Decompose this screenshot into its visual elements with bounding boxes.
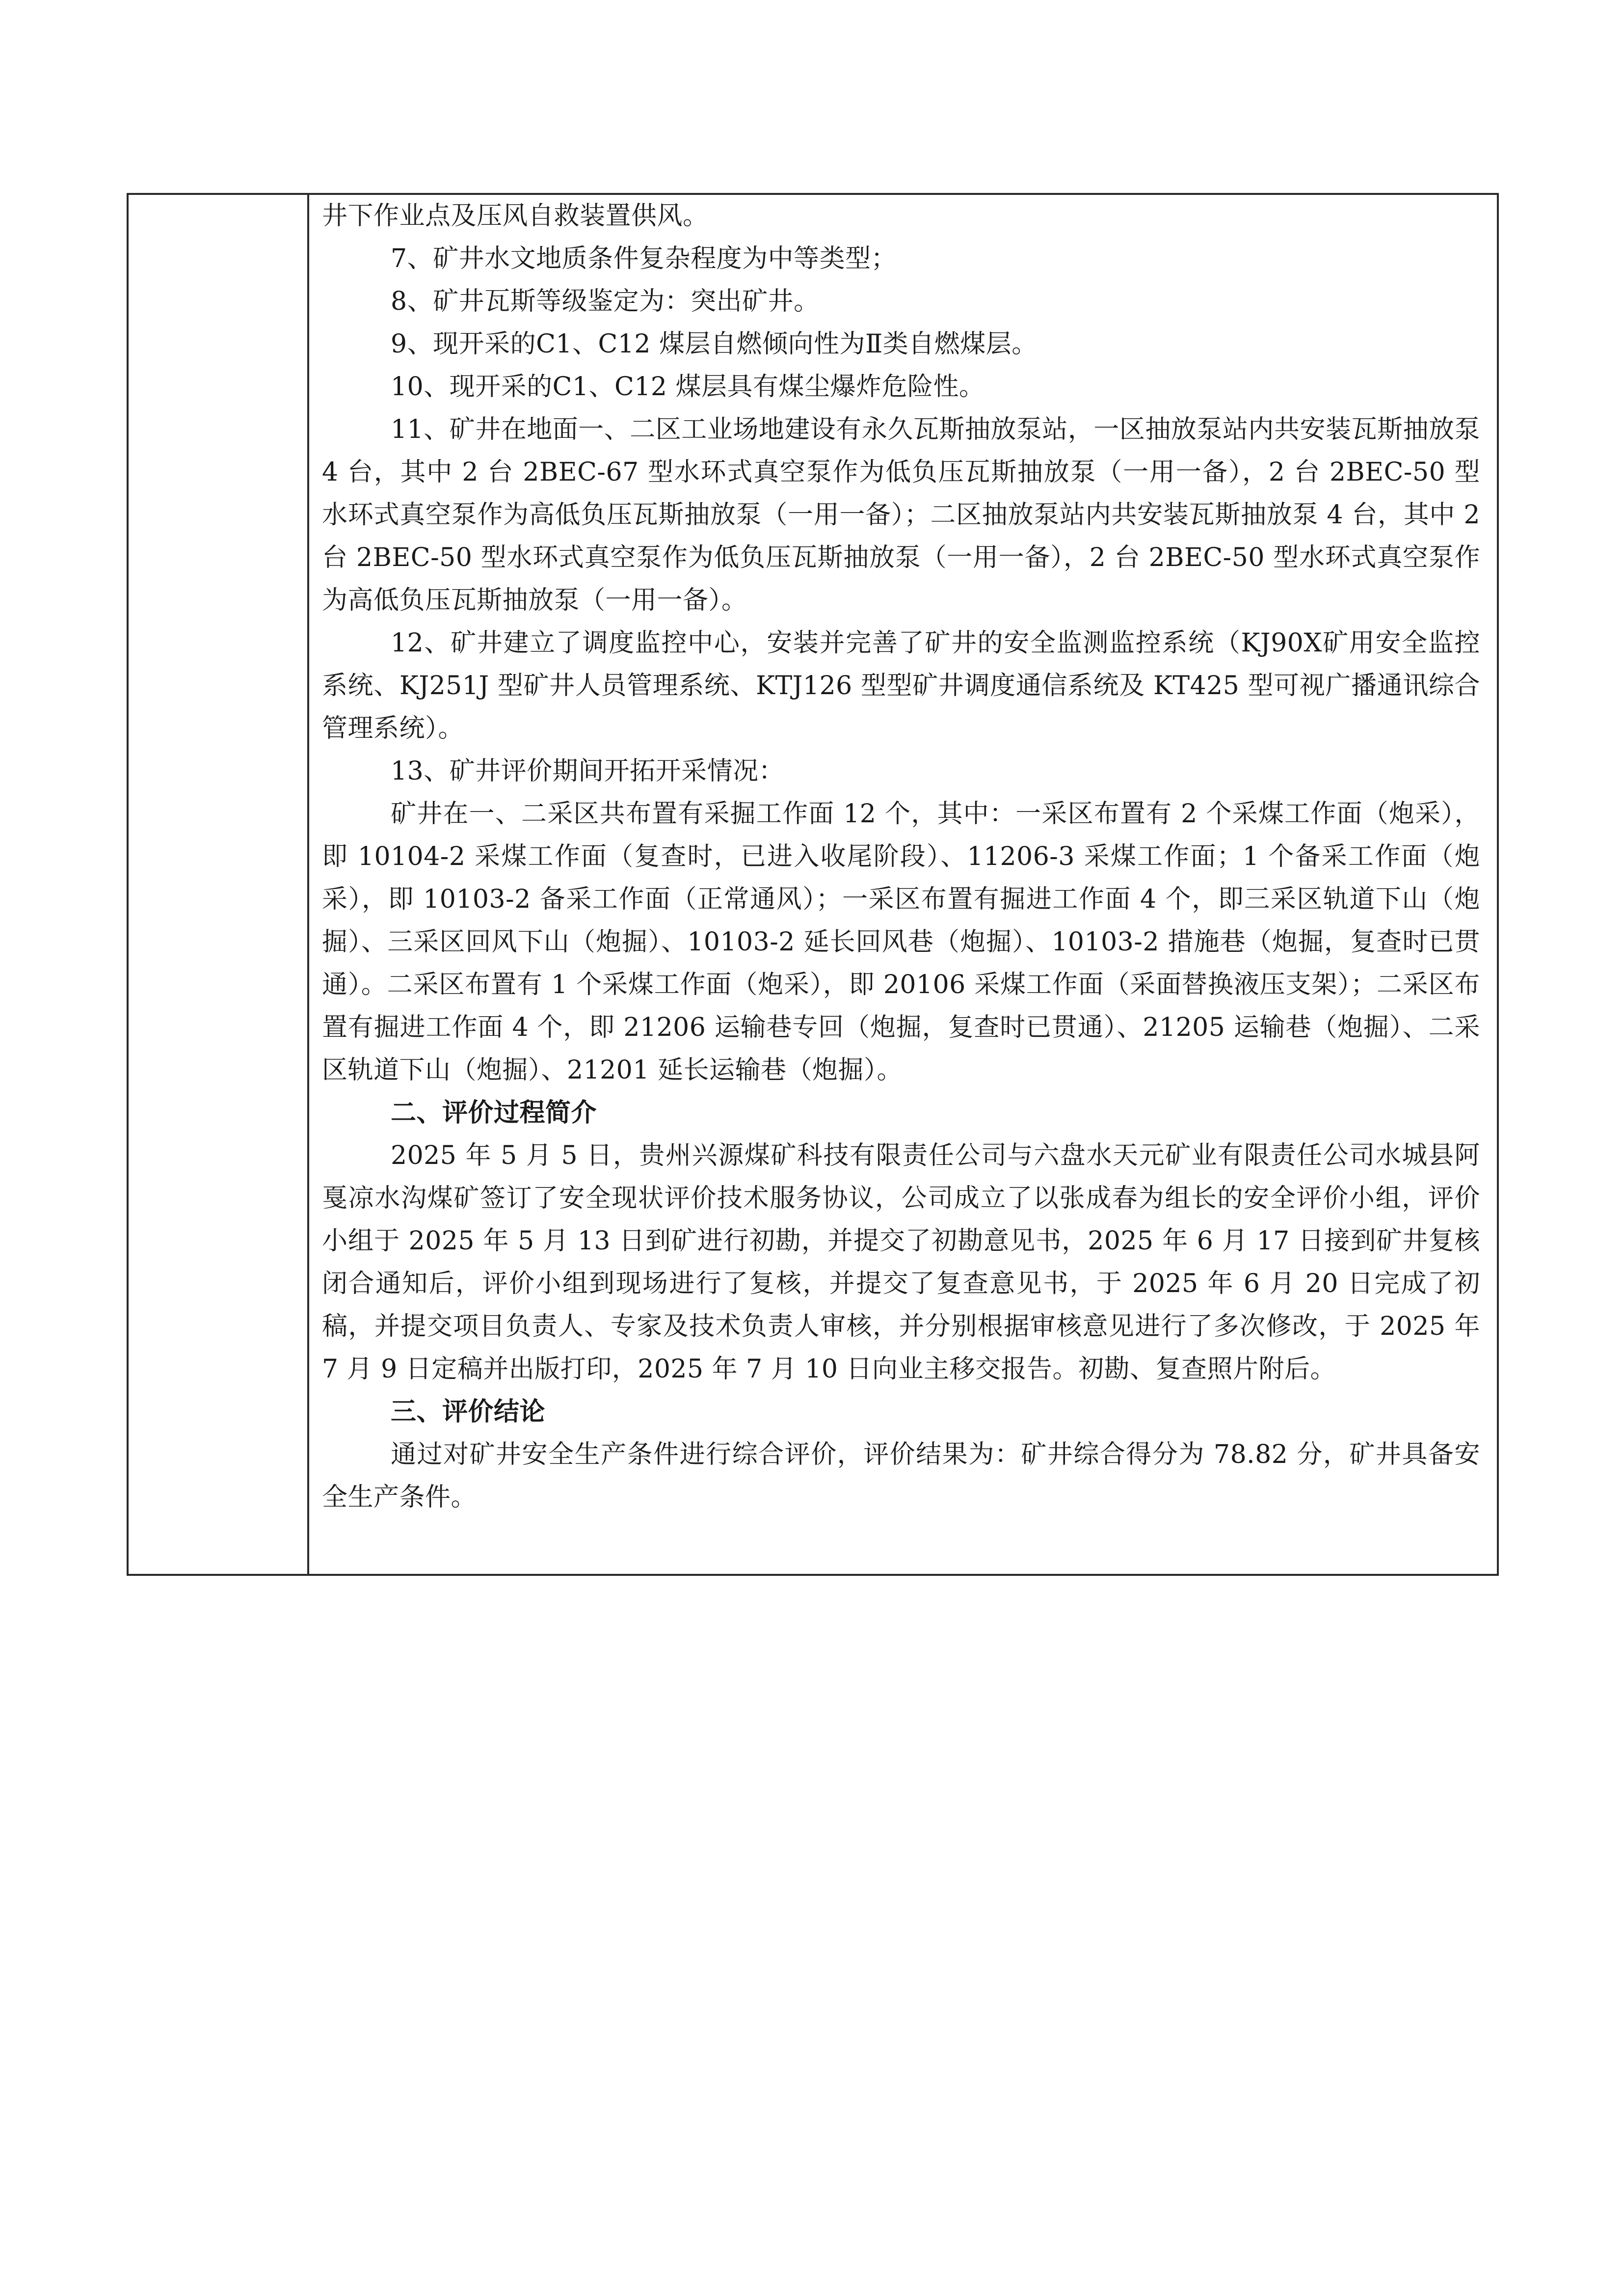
paragraph-2: 8、矿井瓦斯等级鉴定为：突出矿井。 — [391, 287, 820, 316]
section-heading-2: 二、评价过程简介 — [391, 1098, 597, 1128]
paragraph-7: 13、矿井评价期间开拓开采情况： — [391, 756, 785, 786]
paragraph-3: 9、现开采的C1、C12 煤层自燃倾向性为Ⅱ类自燃煤层。 — [391, 329, 1038, 359]
paragraph-0: 井下作业点及压风自救装置供风。 — [322, 201, 709, 231]
paragraph-10: 2025 年 5 月 5 日，贵州兴源煤矿科技有限责任公司与六盘水天元矿业有限责任公司水城县阿戛凉水沟煤矿签订了安全现状评价技术服务协议，公司成立了以张成春为组长的安全评价小组，评价小组于 2025 年 5 月 13 日到矿进行初勘，并提交了初勘意见书，2025 年 6 月 17 日接到矿井复核闭合通知后，评价小组到现场进行了复核，并提交了复查意见书，于 2025 年 6 月 20 日完成了初稿，并提交项目负责人、专家及技术负责人审核，并分别根据审核意见进行了多次修改，于 2025 年 7 月 9 日定稿并出版打印，2025 年 7 月 10 日向业主移交报告。初勘、复查照片附后。 — [322, 1141, 1489, 1384]
paragraph-4: 10、现开采的C1、C12 煤层具有煤尘爆炸危险性。 — [391, 372, 985, 402]
table-frame — [127, 193, 1499, 1576]
paragraph-8: 矿井在一、二采区共布置有采掘工作面 12 个，其中：一采区布置有 2 个采煤工作面（炮采），即 10104-2 采煤工作面（复查时，已进入收尾阶段）、11206-3 采煤工作面；1 个备采工作面（炮采），即 10103-2 备采工作面（正常通风）；一采区布置有掘进工作面 4 个，即三采区轨道下山（炮掘）、三采区回风下山（炮掘）、10103-2 延长回风巷（炮掘）、10103-2 措施巷（炮掘，复查时已贯通）。二采区布置有 1 个采煤工作面（炮采），即 20106 采煤工作面（采面替换液压支架）；二采区布置有掘进工作面 4 个，即 21206 运输巷专回（炮掘，复查时已贯通）、21205 运输巷（炮掘）、二采区轨道下山（炮掘）、21201 延长运输巷（炮掘）。 — [322, 799, 1480, 1085]
paragraph-6: 12、矿井建立了调度监控中心，安装并完善了矿井的安全监测监控系统（KJ90X矿用安全监控系统、KJ251J 型矿井人员管理系统、KTJ126 型型矿井调度通信系统及 KT425 型可视广播通讯综合管理系统）。 — [322, 628, 1480, 743]
paragraph-5: 11、矿井在地面一、二区工业场地建设有永久瓦斯抽放泵站，一区抽放泵站内共安装瓦斯抽放泵 4 台，其中 2 台 2BEC-67 型水环式真空泵作为低负压瓦斯抽放泵（一用一备），2 台 2BEC-50 型水环式真空泵作为高低负压瓦斯抽放泵（一用一备）；二区抽放泵站内共安装瓦斯抽放泵 4 台，其中 2 台 2BEC-50 型水环式真空泵作为低负压瓦斯抽放泵（一用一备），2 台 2BEC-50 型水环式真空泵作为高低负压瓦斯抽放泵（一用一备）。 — [322, 415, 1489, 615]
table-left-column — [129, 195, 309, 1574]
table-content-cell — [322, 195, 1489, 1574]
section-heading-3: 三、评价结论 — [391, 1397, 546, 1427]
paragraph-12: 通过对矿井安全生产条件进行综合评价，评价结果为：矿井综合得分为 78.82 分，矿井具备安全生产条件。 — [322, 1440, 1480, 1512]
paragraph-1: 7、矿井水文地质条件复杂程度为中等类型； — [391, 244, 897, 273]
